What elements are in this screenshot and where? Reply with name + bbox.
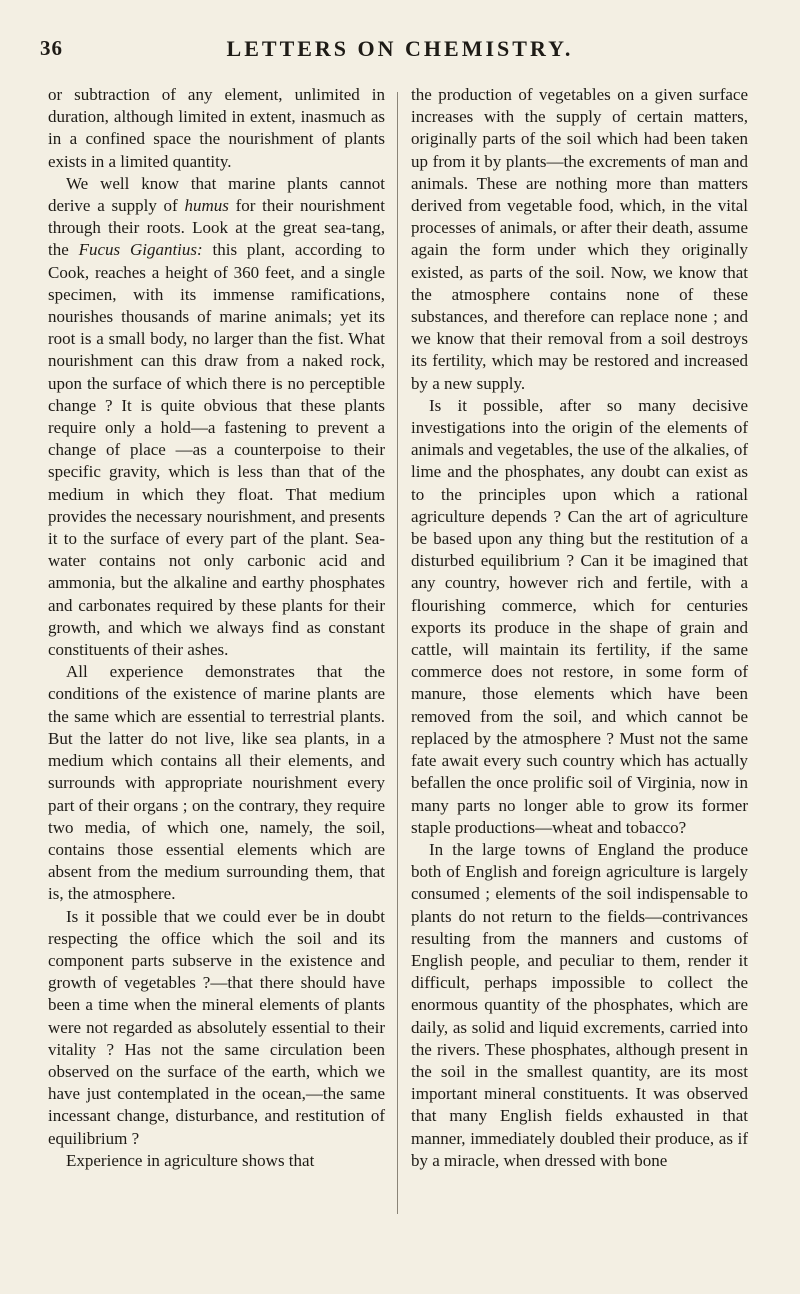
right-column bbox=[411, 84, 748, 1172]
running-title: LETTERS ON CHEMISTRY. bbox=[226, 36, 574, 61]
italic-term-fucus: Fucus Gigantius: bbox=[78, 240, 203, 260]
text-run: for their nourishment through their roots. Look at the great sea-tang, the bbox=[48, 196, 385, 260]
page-header bbox=[40, 36, 760, 68]
paragraph: All experience demonstrates that the conditions of the existence of marine plants are the same which are essential to terrestrial plants. But the latter do not live, like sea plants, in a medium which contains all their elements, and surrounds with appropriate nourishment every part of their organs ; on the contrary, they require two media, of which one, namely, the soil, contains those essential elements which are absent from the medium surrounding them, that is, the atmosphere. bbox=[48, 662, 385, 904]
italic-term-humus: humus bbox=[184, 196, 229, 216]
paragraph: In the large towns of England the produce both of English and foreign agriculture is largely consumed ; elements of the soil indispensable to plants do not return to the fields—contrivances resulting from the manners and customs of English people, and peculiar to them, render it difficult, perhaps impossible to collect the enormous quantity of the phosphates, which are daily, as solid and liquid excrements, carried into the rivers. These phosphates, although present in the soil in the smallest quantity, are its most important mineral constituents. It was observed that many English fields exhausted in that manner, immediately doubled their produce, as if by a miracle, when dressed with bone bbox=[411, 839, 748, 1170]
paragraph: the production of vegetables on a given surface increases with the supply of certain matters, originally parts of the soil which had been taken up from it by plants—the excrements of man and animals. These are nothing more than matters derived from vegetable food, which, in the vital processes of animals, or after their death, assume again the form under which they originally existed, as parts of the soil. Now, we know that the atmosphere contains none of these substances, and therefore can replace none ; and we know that their removal from a soil destroys its fertility, which may be restored and increased by a new supply. bbox=[411, 85, 748, 393]
paragraph: or subtraction of any element, unlimited in duration, although limited in extent, inasmuch as in a confined space the nourishment of plants exists in a limited quantity. bbox=[48, 85, 385, 171]
column-divider bbox=[397, 92, 398, 1214]
page-number: 36 bbox=[40, 36, 63, 60]
text-run: this plant, according to Cook, reaches a height of 360 feet, and a single specimen, with its immense ramifications, nourishes thousands of marine animals; yet its root is a small body, no larger than the fist. What nourishment can this draw from a naked rock, upon the surface of which there is no perceptible change ? It is quite obvious that these plants require only a hold—a fastening to prevent a change of place —as a counterpoise to their specific gravity, which is less than that of the medium in which they float. That medium provides the necessary nourishment, and presents it to the surface of every part of the plant. Sea-water contains not only carbonic acid and ammonia, but the alkaline and earthy phosphates and carbonates required by these plants for their growth, and which we always find as constant constituents of their ashes. bbox=[48, 240, 385, 660]
left-column bbox=[48, 84, 385, 1172]
text-run: We well know that marine plants cannot derive a supply of bbox=[48, 173, 385, 216]
paragraph: Experience in agriculture shows that bbox=[66, 1150, 315, 1170]
paragraph: Is it possible, after so many decisive investigations into the origin of the elements of animals and vegetables, the use of the alkalies, of lime and the phosphates, any doubt can exist as to the principles upon which a rational agriculture depends ? Can the art of agriculture be based upon any thing but the restitution of a disturbed equilibrium ? Can it be imagined that any country, however rich and fertile, with a flourishing commerce, which for centuries exports its produce in the shape of grain and cattle, will maintain its fertility, if the same commerce does not restore, in some form of manure, those elements which have been removed from the soil, and which cannot be replaced by the atmosphere ? Must not the same fate await every such country which has actually befallen the once prolific soil of Virginia, now in many parts no longer able to grow its former staple productions—wheat and tobacco? bbox=[411, 395, 748, 837]
paragraph bbox=[48, 173, 385, 661]
paragraph: Is it possible that we could ever be in doubt respecting the office which the soil and its component parts subserve in the existence and growth of vegetables ?—that there should have been a time when the mineral elements of plants were not regarded as absolutely essential to their vitality ? Has not the same circulation been observed on the surface of the earth, which we have just contemplated in the ocean,—the same incessant change, disturbance, and restitution of equilibrium ? bbox=[48, 906, 385, 1148]
